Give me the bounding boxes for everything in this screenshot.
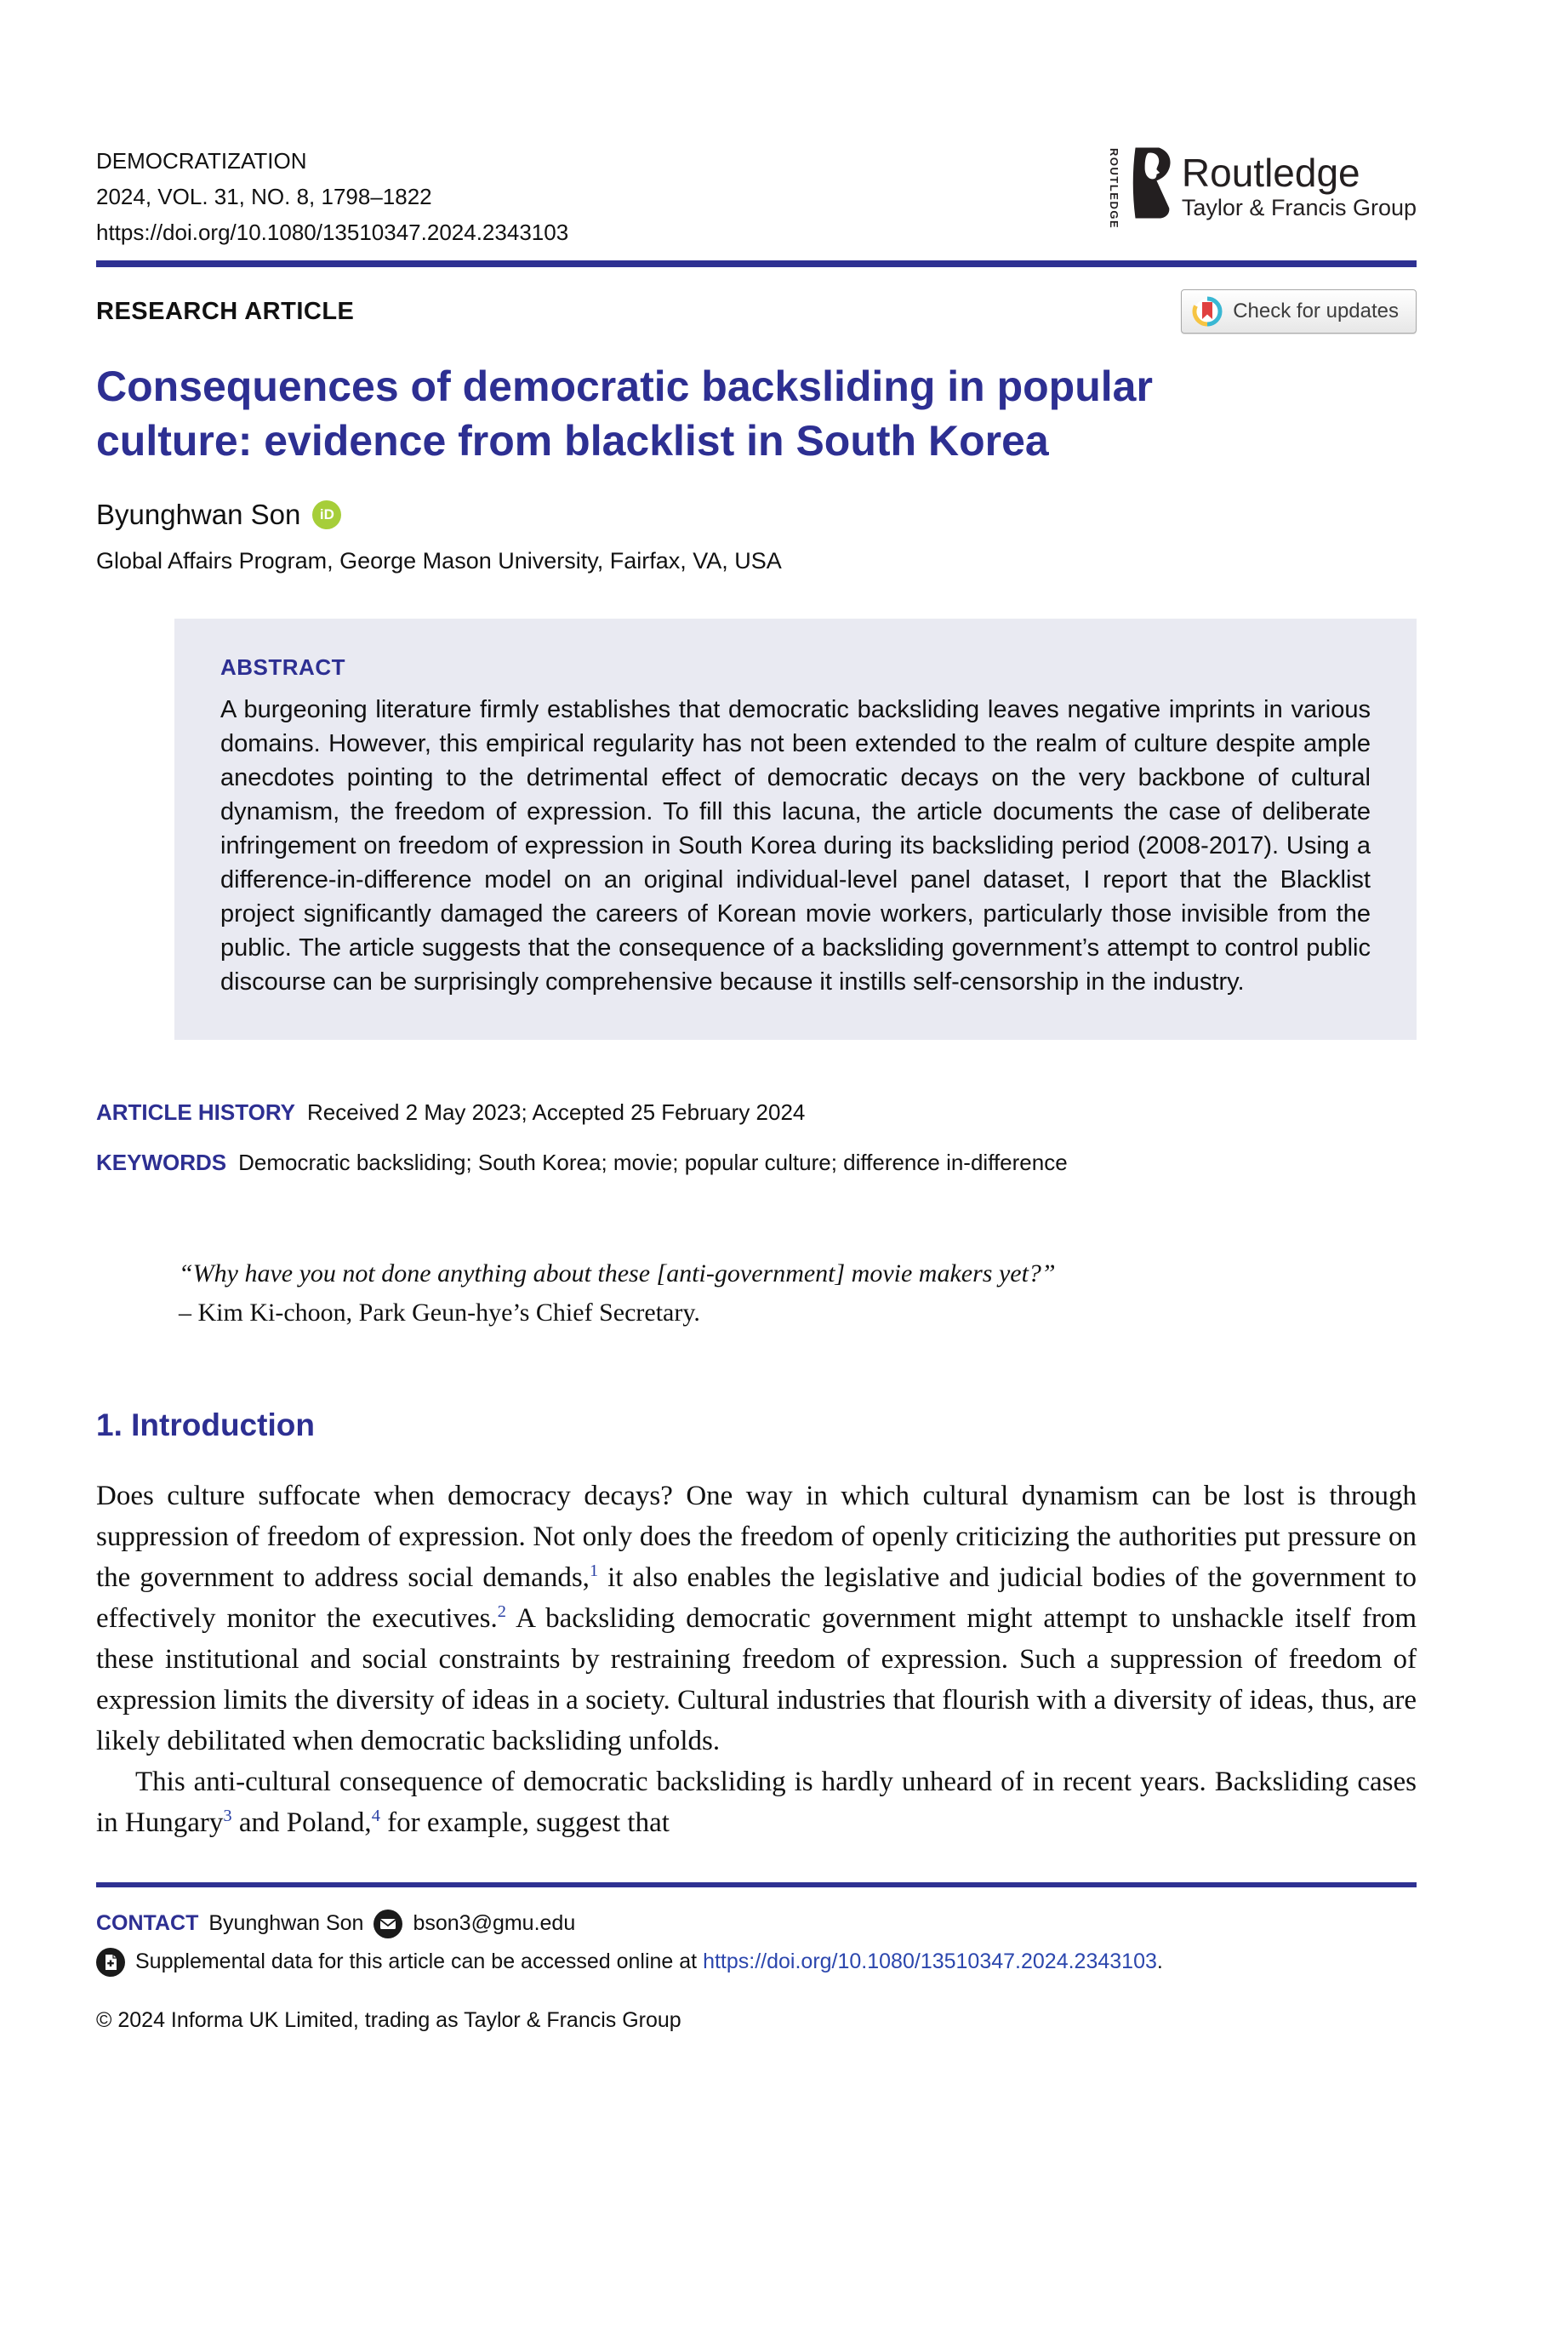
abstract-box xyxy=(174,619,1417,1040)
footnote-marker[interactable]: 4 xyxy=(371,1807,380,1825)
check-for-updates-label: Check for updates xyxy=(1233,300,1399,323)
introduction-body xyxy=(96,1476,1417,1843)
journal-doi[interactable]: https://doi.org/10.1080/13510347.2024.2343103 xyxy=(96,220,569,245)
routledge-vertical-text: ROUTLEDGE xyxy=(1107,148,1120,230)
epigraph-attribution: – Kim Ki-choon, Park Geun-hye’s Chief Secretary. xyxy=(179,1299,700,1327)
supplemental-doi-link[interactable]: https://doi.org/10.1080/13510347.2024.2343103 xyxy=(703,1950,1157,1973)
article-history-label: ARTICLE HISTORY xyxy=(96,1099,296,1125)
keywords-value: Democratic backsliding; South Korea; movie; popular culture; difference in-difference xyxy=(238,1150,1068,1175)
supplemental-note xyxy=(96,1946,1417,1978)
journal-info xyxy=(96,143,568,250)
publisher-name: Routledge xyxy=(1181,151,1360,195)
footnote-marker[interactable]: 3 xyxy=(223,1807,232,1825)
header-divider xyxy=(96,260,1417,267)
copyright-line: © 2024 Informa UK Limited, trading as Taylor & Francis Group xyxy=(96,2008,681,2032)
article-history-value: Received 2 May 2023; Accepted 25 February 2024 xyxy=(307,1099,806,1125)
article-history-line xyxy=(96,1099,1417,1126)
contact-label: CONTACT xyxy=(96,1911,199,1935)
author-name: Byunghwan Son xyxy=(96,499,301,530)
supplemental-data-icon xyxy=(96,1948,125,1977)
footer-divider xyxy=(96,1882,1417,1887)
footer xyxy=(96,1908,1417,2036)
keywords-line xyxy=(96,1150,1417,1176)
journal-name: DEMOCRATIZATION xyxy=(96,148,307,174)
abstract-label: ABSTRACT xyxy=(220,654,345,680)
publisher-names xyxy=(1182,151,1417,221)
footnote-marker[interactable]: 1 xyxy=(589,1561,599,1580)
publisher-group: Taylor & Francis Group xyxy=(1181,195,1417,220)
abstract-text: A burgeoning literature firmly establishes that democratic backsliding leaves negative imprints in various domains. However, this empirical regularity has not been extended to the realm of culture despite ample anecdotes pointing to the detrimental effect of democratic decays on the very backbone of cultural dynamism, the freedom of expression. To fill this lacuna, the article documents the case of deliberate infringement on freedom of expression in South Korea during its backsliding period (2008-2017). Using a difference-in-difference model on an original individual-level panel dataset, I report that the Blacklist project significantly damaged the careers of Korean movie workers, particularly those invisible from the public. The article suggests that the consequence of a backsliding government’s attempt to control public discourse can be surprisingly comprehensive because it instills self-censorship in the industry. xyxy=(220,696,1371,996)
contact-name: Byunghwan Son xyxy=(208,1911,364,1935)
section-heading-introduction: 1. Introduction xyxy=(96,1407,315,1442)
page-header xyxy=(96,143,1417,250)
orcid-icon[interactable]: iD xyxy=(312,500,341,529)
epigraph-quote: “Why have you not done anything about these [anti-government] movie makers yet?” xyxy=(179,1259,1056,1287)
crossmark-icon xyxy=(1192,296,1223,327)
footnote-marker[interactable]: 2 xyxy=(497,1602,506,1621)
check-for-updates-button[interactable] xyxy=(1181,289,1417,334)
author-affiliation: Global Affairs Program, George Mason University, Fairfax, VA, USA xyxy=(96,548,782,574)
author-row xyxy=(96,499,1417,531)
supplemental-text: Supplemental data for this article can be accessed online at https://doi.org/10.1080/13510347.2024.2343103. xyxy=(135,1950,1163,1973)
keywords-label: KEYWORDS xyxy=(96,1150,227,1175)
contact-row xyxy=(96,1908,1417,1939)
routledge-mark-icon xyxy=(1131,146,1172,220)
intro-paragraph-2: This anti-cultural consequence of democratic backsliding is hardly unheard of in recent years. Backsliding cases in Hungary$^3$ and Poland,$^4$ for example, suggest that xyxy=(96,1767,1417,1838)
publisher-logo xyxy=(1107,146,1417,230)
contact-email[interactable]: bson3@gmu.edu xyxy=(413,1911,576,1935)
intro-paragraph-1: Does culture suffocate when democracy decays? One way in which cultural dynamism can be lost is through suppression of freedom of expression. Not only does the freedom of openly criticizing the authorities put pressure on the government to address social demands,$^1$ it also enables the legislative and judicial bodies of the government to effectively monitor the executives.$^2$ A backsliding democratic government might attempt to unshackle itself from these institutional and social constraints by restraining freedom of expression. Such a suppression of freedom of expression limits the diversity of ideas in a society. Cultural industries that flourish with a diversity of ideas, thus, are likely debilitated when democratic backsliding unfolds. xyxy=(96,1481,1417,1756)
envelope-icon xyxy=(373,1910,402,1938)
article-type-label: RESEARCH ARTICLE xyxy=(96,297,355,325)
article-title: Consequences of democratic backsliding in popular culture: evidence from blacklist in South Korea xyxy=(96,363,1153,465)
epigraph xyxy=(179,1254,1417,1333)
journal-volume-line: 2024, VOL. 31, NO. 8, 1798–1822 xyxy=(96,184,432,209)
